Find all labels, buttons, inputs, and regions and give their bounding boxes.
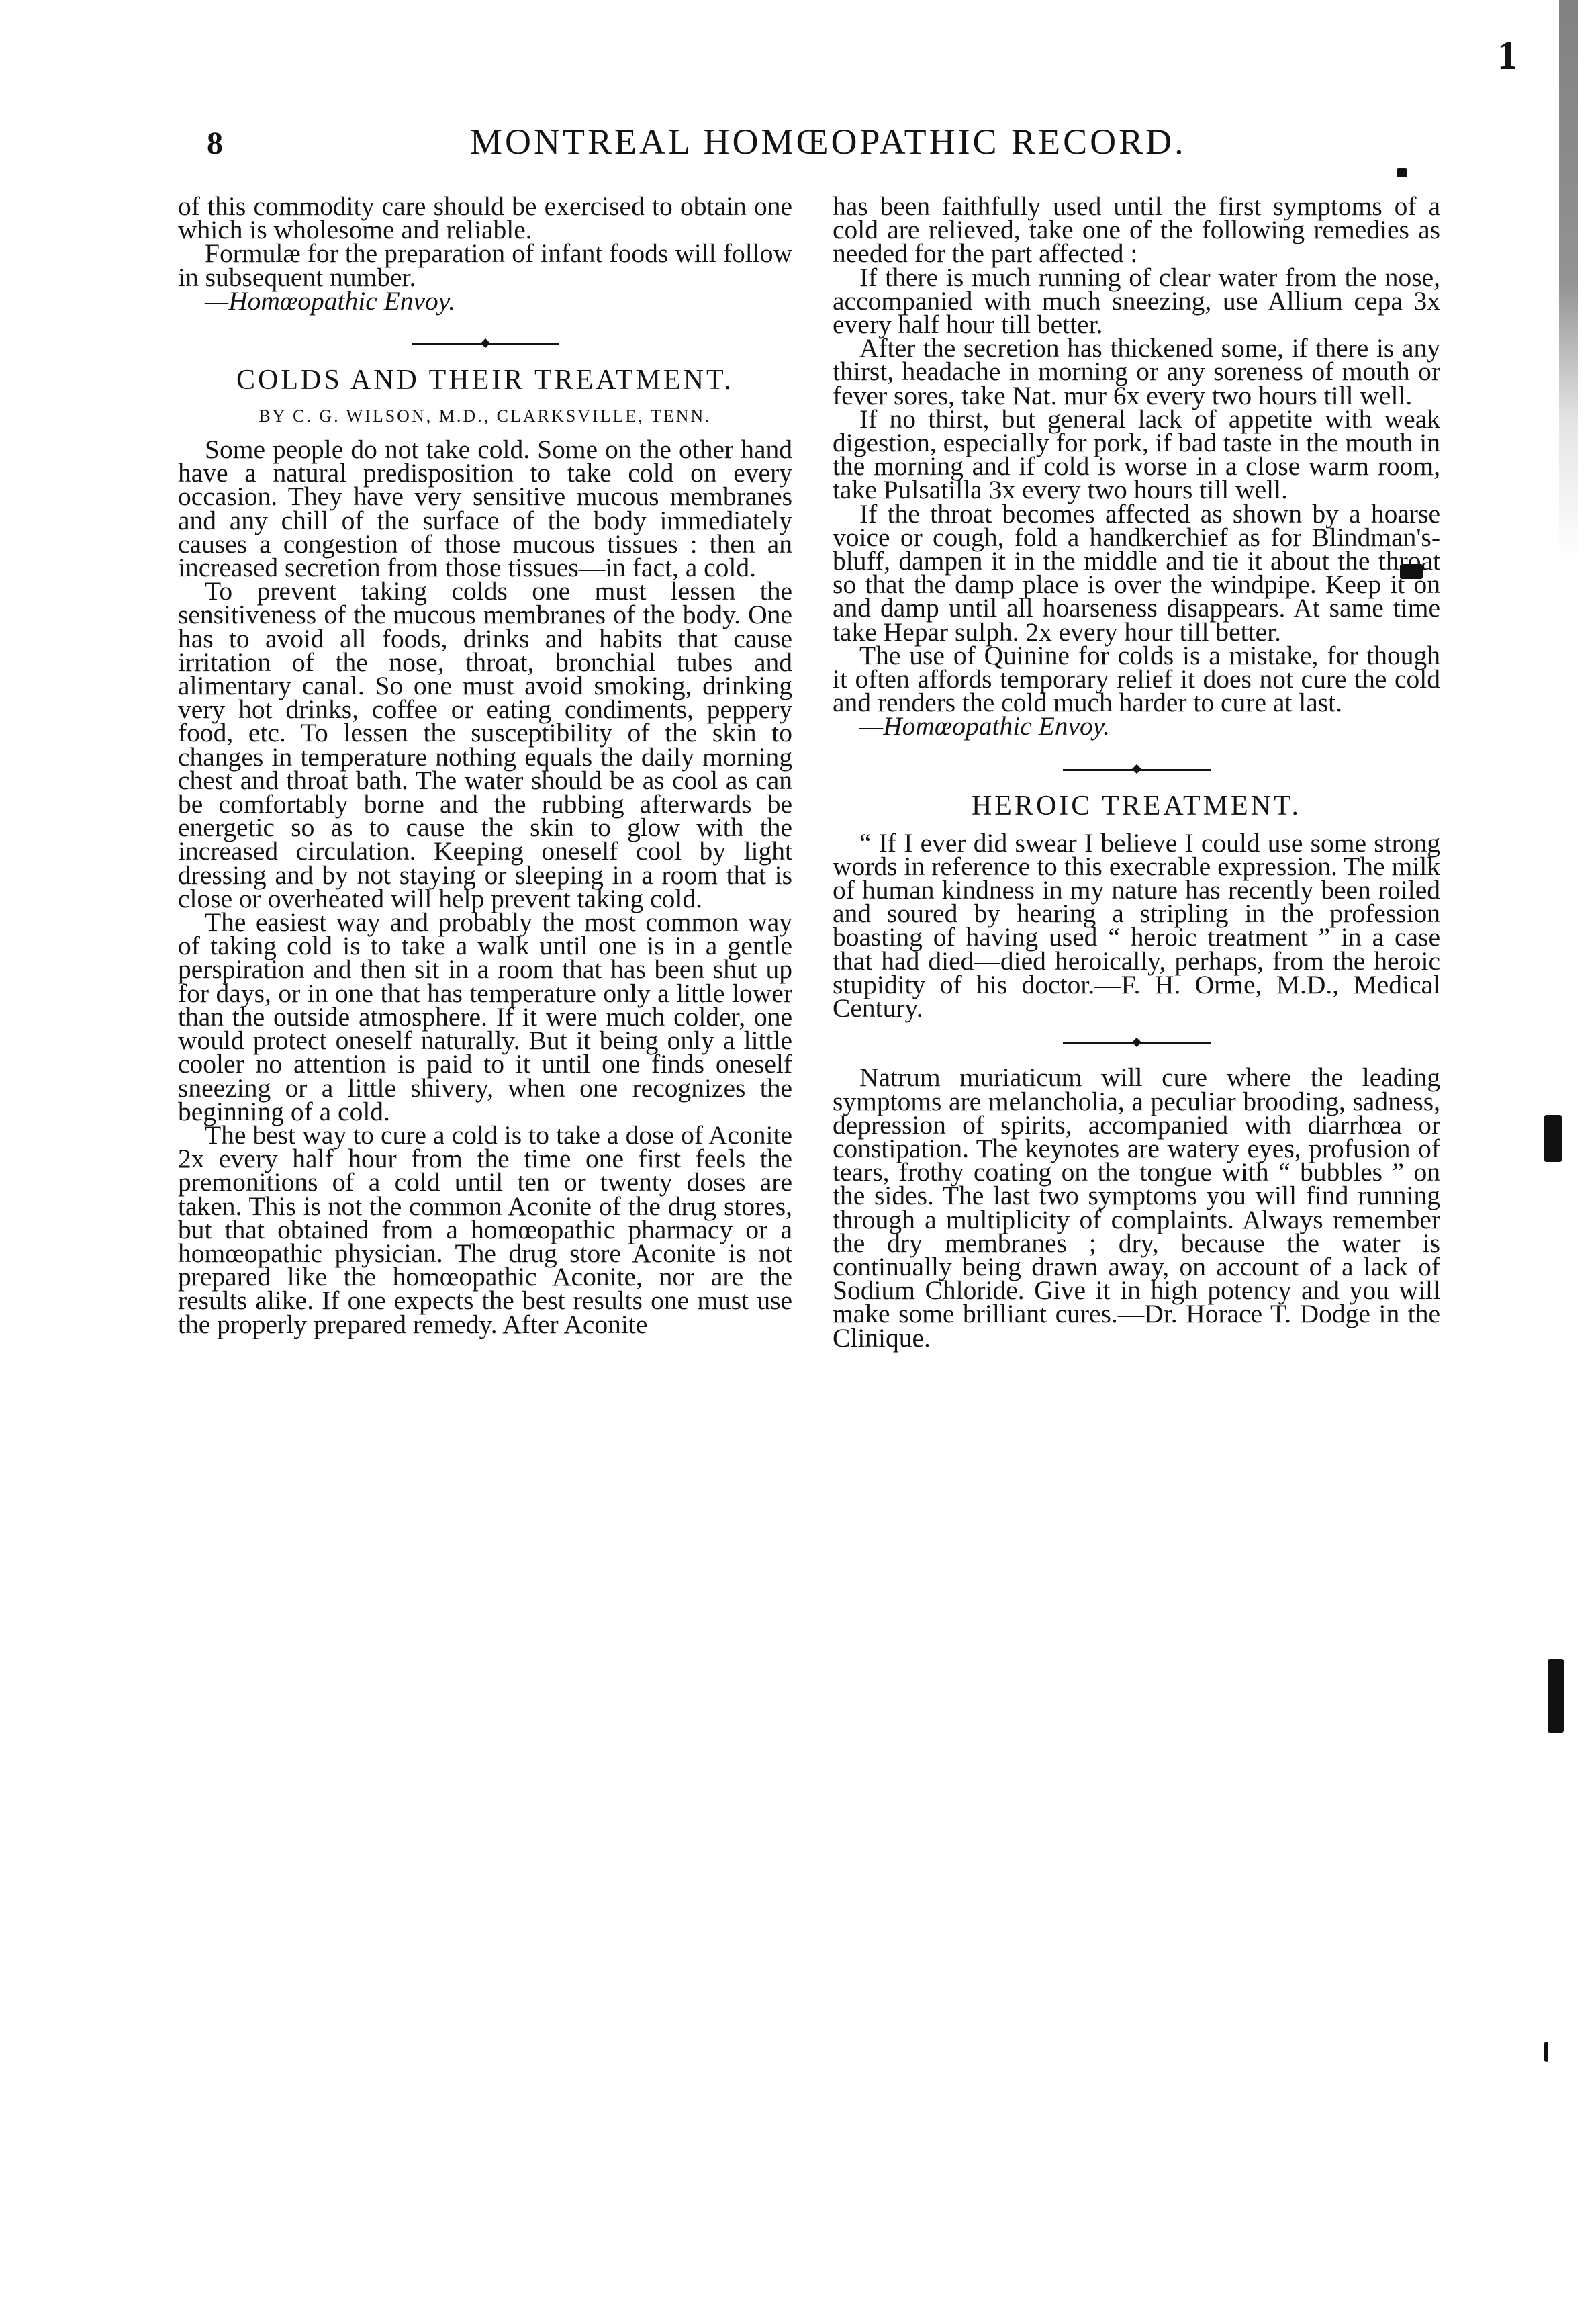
corner-mark: 1 bbox=[1497, 33, 1517, 77]
article-title: COLDS AND THEIR TREATMENT. bbox=[236, 365, 734, 396]
article-title: HEROIC TREATMENT. bbox=[971, 790, 1302, 821]
article-byline: BY C. G. WILSON, M.D., CLARKSVILLE, TENN. bbox=[259, 406, 712, 426]
left-column bbox=[178, 191, 792, 1339]
running-title: MONTREAL HOMŒOPATHIC RECORD. bbox=[470, 122, 1186, 162]
body-paragraph: The use of Quinine for colds is a mistake, for though it often affords temporary relief it does not cure the cold and renders the cold much harder to cure at last. bbox=[833, 640, 1440, 718]
scan-edge-shadow bbox=[1559, 0, 1578, 940]
body-paragraph: Natrum muriaticum will cure where the leading symptoms are melancholia, a peculiar brooding, sadness, depression of spirits, accompanied with diarrhœa or constipation. The keynotes are watery eyes, profusion of tears, frothy coating on the tongue with “ bubbles ” on the sides. The last two symptoms you will find running through a multiplicity of complaints. Always remember the dry membranes ; dry, because the water is continually being drawn away, on account of a lack of Sodium Chloride. Give it in high potency and you will make some brilliant cures.—Dr. Horace T. Dodge in the Clinique. bbox=[833, 1062, 1440, 1353]
section-divider bbox=[178, 329, 792, 359]
scan-edge-speck bbox=[1397, 168, 1407, 177]
body-paragraph: If there is much running of clear water from the nose, accompanied with much sneezing, use Allium cepa 3x every half hour till better. bbox=[833, 262, 1440, 340]
section-divider bbox=[833, 1028, 1440, 1058]
body-paragraph: Some people do not take cold. Some on the other hand have a natural predisposition to take cold on every occasion. They have very sensitive mucous membranes and any chill of the surface of the body immediately causes a congestion of those mucous tissues : then an increased secretion from those tissues—in fact, a cold. bbox=[178, 435, 792, 583]
body-paragraph: To prevent taking colds one must lessen the sensitiveness of the mucous membranes of the body. One has to avoid all foods, drinks and habits that cause irritation of the nose, throat, bronchial tubes and alimentary canal. So one must avoid smoking, drinking very hot drinks, coffee or eating condiments, peppery food, etc. To lessen the susceptibility of the skin to changes in temperature nothing equals the daily morning chest and throat bath. The water should be as cool as can be comfortably borne and the rubbing afterwards be energetic so as to cause the skin to glow with the increased circulation. Keeping oneself cool by light dressing and by not staying or sleeping in a room that is close or overheated will help prevent taking cold. bbox=[178, 576, 792, 913]
source-credit: —Homœopathic Envoy. bbox=[205, 285, 456, 316]
intro-paragraph: of this commodity care should be exercised to obtain one which is wholesome and reliable. bbox=[178, 191, 792, 245]
page-number: 8 bbox=[207, 126, 223, 161]
body-paragraph: If no thirst, but general lack of appetite with weak digestion, especially for pork, if bad taste in the mouth in the morning and if cold is worse in a close warm room, take Pulsatilla 3x every two hours till well. bbox=[833, 404, 1440, 505]
scan-edge-speck bbox=[1544, 1115, 1562, 1162]
body-paragraph: If the throat becomes affected as shown by a hoarse voice or cough, fold a handkerchief as for Blindman's-bluff, dampen it in the middle and tie it about the throat so that the damp place is over the windpipe. Keep it on and damp until all hoarseness disappears. At same time take Hepar sulph. 2x every hour till better. bbox=[833, 498, 1440, 647]
right-column bbox=[833, 191, 1440, 1353]
body-paragraph: After the secretion has thickened some, if there is any thirst, headache in morning or any soreness of mouth or fever sores, take Nat. mur 6x every two hours till well. bbox=[833, 333, 1440, 410]
source-credit: —Homœopathic Envoy. bbox=[859, 711, 1111, 741]
body-paragraph: The easiest way and probably the most common way of taking cold is to take a walk until one is in a gentle perspiration and then sit in a room that has been shut up for days, or in one that has temperature only a little lower than the outside atmosphere. If it were much colder, one would protect oneself naturally. But it being only a little cooler no attention is paid to it until one finds oneself sneezing or a little shivery, when one recognizes the beginning of a cold. bbox=[178, 907, 792, 1126]
body-paragraph: The best way to cure a cold is to take a dose of Aconite 2x every half hour from the time one first feels the premonitions of a cold until ten or twenty doses are taken. This is not the common Aconite of the drug stores, but that obtained from a homœopathic pharmacy or a homœopathic physician. The drug store Aconite is not prepared like the homœopathic Aconite, nor are the results alike. If one expects the best results one must use the properly prepared remedy. After Aconite bbox=[178, 1120, 792, 1339]
scan-edge-speck bbox=[1544, 2042, 1548, 2062]
intro-paragraph: Formulæ for the preparation of infant foods will follow in subsequent number. bbox=[178, 238, 792, 292]
scan-edge-speck bbox=[1548, 1659, 1564, 1733]
body-paragraph: has been faithfully used until the first symptoms of a cold are relieved, take one of the following remedies as needed for the part affected : bbox=[833, 191, 1440, 269]
body-paragraph: “ If I ever did swear I believe I could use some strong words in reference to this execrable expression. The milk of human kindness in my nature has recently been roiled and soured by hearing a stripling in the profession boasting of having used “ heroic treatment ” in a case that had died—died heroically, perhaps, from the heroic stupidity of his doctor.—F. H. Orme, M.D., Medical Century. bbox=[833, 827, 1440, 1024]
section-divider bbox=[833, 755, 1440, 784]
